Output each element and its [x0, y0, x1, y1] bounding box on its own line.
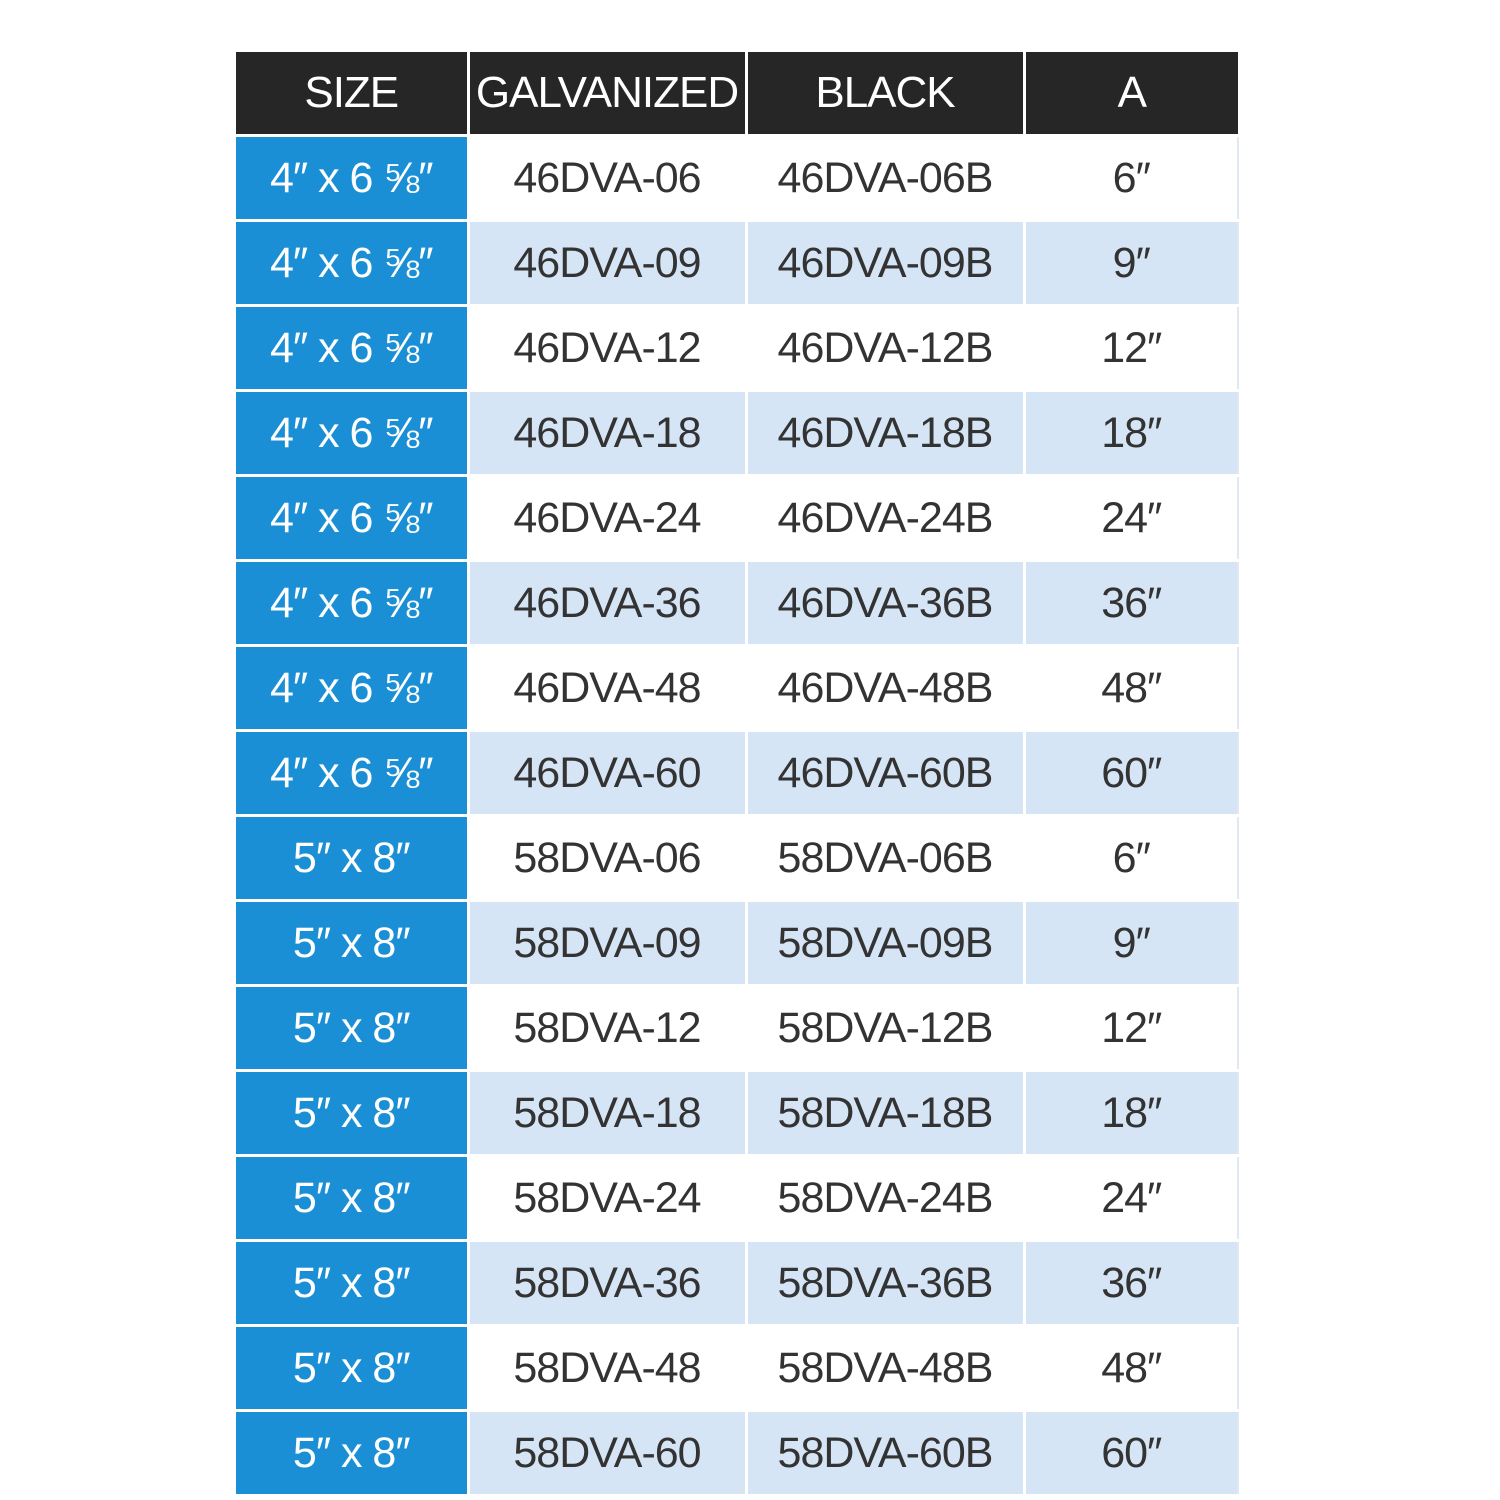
- cell-black: 46DVA-09B: [746, 221, 1024, 306]
- table-row: [236, 1241, 1238, 1326]
- table-row: [236, 1411, 1238, 1495]
- cell-a: 18″: [1024, 391, 1238, 476]
- table-row: [236, 391, 1238, 476]
- cell-galvanized: 58DVA-09: [468, 901, 746, 986]
- cell-size: 4″ x 6 ⅝″: [236, 306, 468, 391]
- table-row: [236, 306, 1238, 391]
- cell-a: 18″: [1024, 1071, 1238, 1156]
- table-row: [236, 1326, 1238, 1411]
- cell-black: 46DVA-36B: [746, 561, 1024, 646]
- header-row: [236, 52, 1238, 136]
- header-a: A: [1024, 52, 1238, 136]
- cell-galvanized: 58DVA-18: [468, 1071, 746, 1156]
- cell-a: 12″: [1024, 986, 1238, 1071]
- cell-galvanized: 58DVA-36: [468, 1241, 746, 1326]
- cell-black: 58DVA-09B: [746, 901, 1024, 986]
- cell-black: 58DVA-24B: [746, 1156, 1024, 1241]
- table-row: [236, 901, 1238, 986]
- cell-size: 5″ x 8″: [236, 1411, 468, 1495]
- cell-galvanized: 46DVA-48: [468, 646, 746, 731]
- cell-galvanized: 46DVA-60: [468, 731, 746, 816]
- cell-a: 9″: [1024, 221, 1238, 306]
- table-row: [236, 816, 1238, 901]
- cell-a: 24″: [1024, 1156, 1238, 1241]
- cell-size: 4″ x 6 ⅝″: [236, 646, 468, 731]
- cell-a: 48″: [1024, 1326, 1238, 1411]
- cell-size: 5″ x 8″: [236, 986, 468, 1071]
- cell-a: 24″: [1024, 476, 1238, 561]
- table-header: [236, 52, 1238, 136]
- table-row: [236, 646, 1238, 731]
- cell-galvanized: 58DVA-24: [468, 1156, 746, 1241]
- cell-size: 5″ x 8″: [236, 1156, 468, 1241]
- cell-galvanized: 46DVA-09: [468, 221, 746, 306]
- cell-black: 58DVA-06B: [746, 816, 1024, 901]
- cell-black: 46DVA-24B: [746, 476, 1024, 561]
- table-row: [236, 731, 1238, 816]
- header-size: SIZE: [236, 52, 468, 136]
- cell-galvanized: 46DVA-12: [468, 306, 746, 391]
- cell-galvanized: 46DVA-24: [468, 476, 746, 561]
- cell-black: 58DVA-60B: [746, 1411, 1024, 1495]
- cell-a: 9″: [1024, 901, 1238, 986]
- cell-black: 58DVA-18B: [746, 1071, 1024, 1156]
- table-row: [236, 986, 1238, 1071]
- cell-black: 46DVA-18B: [746, 391, 1024, 476]
- cell-size: 4″ x 6 ⅝″: [236, 136, 468, 221]
- cell-galvanized: 58DVA-06: [468, 816, 746, 901]
- cell-black: 46DVA-12B: [746, 306, 1024, 391]
- cell-size: 4″ x 6 ⅝″: [236, 731, 468, 816]
- cell-black: 46DVA-06B: [746, 136, 1024, 221]
- cell-a: 36″: [1024, 1241, 1238, 1326]
- spec-table: [236, 52, 1239, 1494]
- cell-size: 5″ x 8″: [236, 816, 468, 901]
- header-black: BLACK: [746, 52, 1024, 136]
- cell-size: 4″ x 6 ⅝″: [236, 476, 468, 561]
- cell-a: 36″: [1024, 561, 1238, 646]
- cell-size: 5″ x 8″: [236, 1326, 468, 1411]
- table-row: [236, 136, 1238, 221]
- cell-black: 58DVA-12B: [746, 986, 1024, 1071]
- cell-black: 46DVA-60B: [746, 731, 1024, 816]
- cell-size: 5″ x 8″: [236, 1241, 468, 1326]
- cell-size: 4″ x 6 ⅝″: [236, 561, 468, 646]
- cell-size: 4″ x 6 ⅝″: [236, 221, 468, 306]
- cell-galvanized: 58DVA-60: [468, 1411, 746, 1495]
- cell-a: 48″: [1024, 646, 1238, 731]
- table-row: [236, 1071, 1238, 1156]
- cell-galvanized: 46DVA-36: [468, 561, 746, 646]
- cell-a: 60″: [1024, 731, 1238, 816]
- cell-a: 6″: [1024, 816, 1238, 901]
- cell-a: 12″: [1024, 306, 1238, 391]
- table-row: [236, 476, 1238, 561]
- cell-galvanized: 58DVA-48: [468, 1326, 746, 1411]
- table-row: [236, 221, 1238, 306]
- cell-a: 6″: [1024, 136, 1238, 221]
- header-galvanized: GALVANIZED: [468, 52, 746, 136]
- cell-galvanized: 58DVA-12: [468, 986, 746, 1071]
- table-row: [236, 1156, 1238, 1241]
- table-row: [236, 561, 1238, 646]
- cell-black: 58DVA-48B: [746, 1326, 1024, 1411]
- cell-size: 4″ x 6 ⅝″: [236, 391, 468, 476]
- cell-galvanized: 46DVA-18: [468, 391, 746, 476]
- cell-size: 5″ x 8″: [236, 1071, 468, 1156]
- cell-a: 60″: [1024, 1411, 1238, 1495]
- cell-galvanized: 46DVA-06: [468, 136, 746, 221]
- cell-black: 58DVA-36B: [746, 1241, 1024, 1326]
- cell-size: 5″ x 8″: [236, 901, 468, 986]
- table-body: [236, 136, 1238, 1495]
- cell-black: 46DVA-48B: [746, 646, 1024, 731]
